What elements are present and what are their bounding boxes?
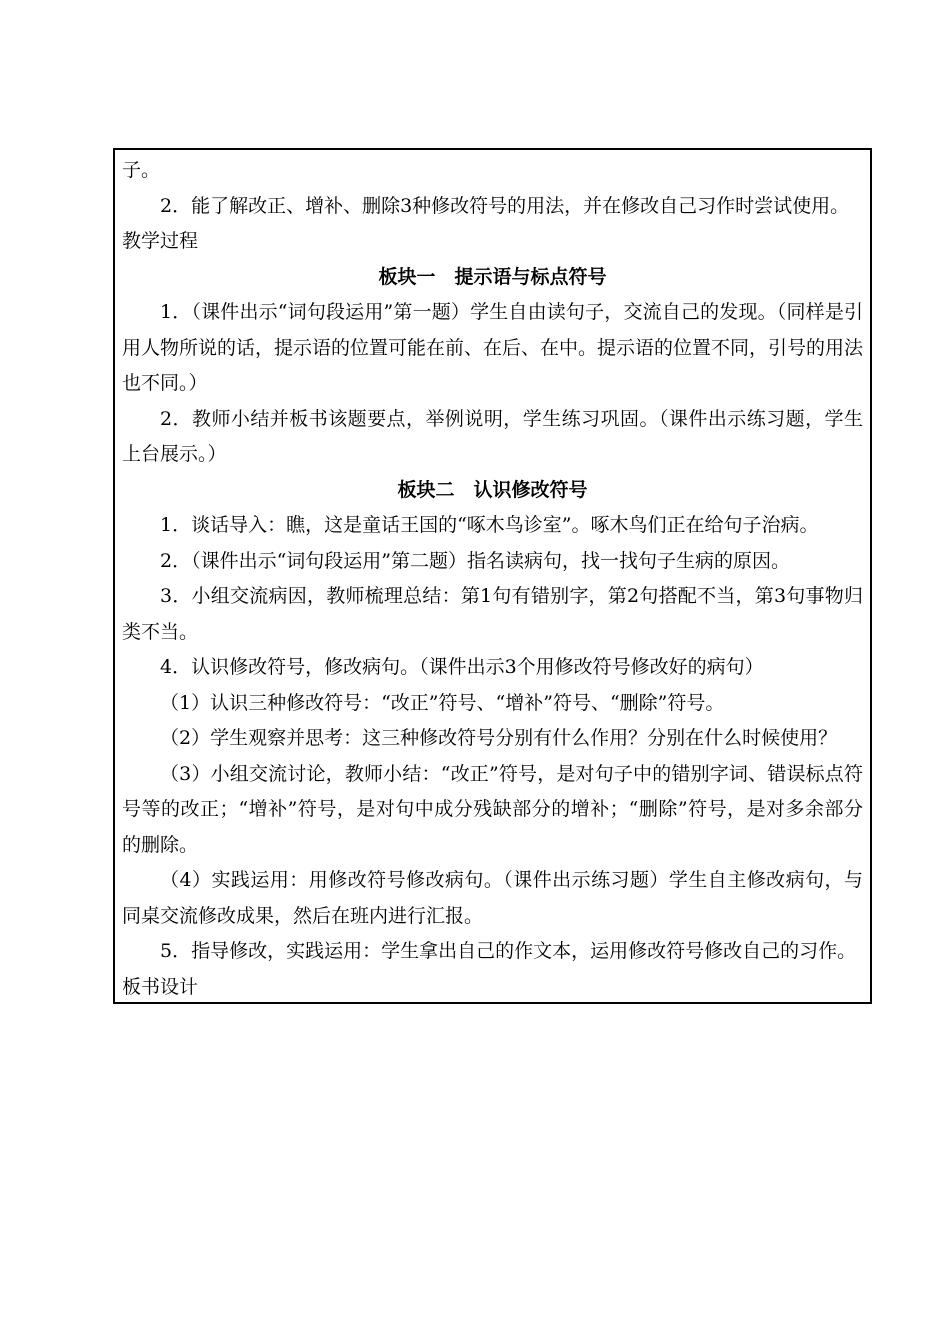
section2-step-2: 2．（课件出示“词句段运用”第二题）指名读病句，找一找句子生病的原因。 bbox=[160, 549, 791, 572]
section1-step-2: 2．教师小结并板书该题要点，举例说明，学生练习巩固。（课件出示练习题，学生上台展示。） bbox=[122, 407, 863, 465]
section2-step-4-item-1: （1）认识三种修改符号：“改正”符号、“增补”符号、“删除”符号。 bbox=[160, 691, 725, 714]
label-teaching-process: 教学过程 bbox=[122, 230, 199, 252]
heading-section-2: 板块二 认识修改符号 bbox=[397, 478, 588, 501]
teaching-objective-2: 2．能了解改正、增补、删除3种修改符号的用法，并在修改自己习作时尝试使用。 bbox=[160, 194, 850, 217]
section2-step-5: 5．指导修改，实践运用：学生拿出自己的作文本，运用修改符号修改自己的习作。 bbox=[160, 940, 857, 962]
section2-step-3: 3．小组交流病因，教师梳理总结：第1句有错别字，第2句搭配不当，第3句事物归类不当。 bbox=[122, 585, 863, 643]
section1-step-1: 1．（课件出示“词句段运用”第一题）学生自由读句子，交流自己的发现。（同样是引用人物所说的话，提示语的位置可能在前、在后、在中。提示语的位置不同，引号的用法也不同。） bbox=[122, 301, 864, 394]
label-board-design: 板书设计 bbox=[122, 975, 199, 998]
section2-step-4-item-3: （3）小组交流讨论，教师小结：“改正”符号，是对句子中的错别字词、错误标点符号等的改正；“增补”符号，是对句中成分残缺部分的增补；“删除”符号，是对多余部分的删除。 bbox=[122, 762, 863, 856]
lesson-plan-table-cell bbox=[113, 148, 872, 1004]
section2-step-4-item-4: （4）实践运用：用修改符号修改病句。（课件出示练习题）学生自主修改病句，与同桌交流修改成果，然后在班内进行汇报。 bbox=[122, 869, 863, 927]
heading-section-1: 板块一 提示语与标点符号 bbox=[378, 265, 607, 288]
continued-sentence-fragment: 子。 bbox=[122, 159, 161, 181]
section2-step-1: 1．谈话导入：瞧，这是童话王国的“啄木鸟诊室”。啄木鸟们正在给句子治病。 bbox=[160, 514, 819, 536]
section2-step-4-item-2: （2）学生观察并思考：这三种修改符号分别有什么作用？分别在什么时候使用？ bbox=[160, 727, 838, 749]
section2-step-4: 4．认识修改符号，修改病句。（课件出示3个用修改符号修改好的病句） bbox=[160, 656, 764, 678]
